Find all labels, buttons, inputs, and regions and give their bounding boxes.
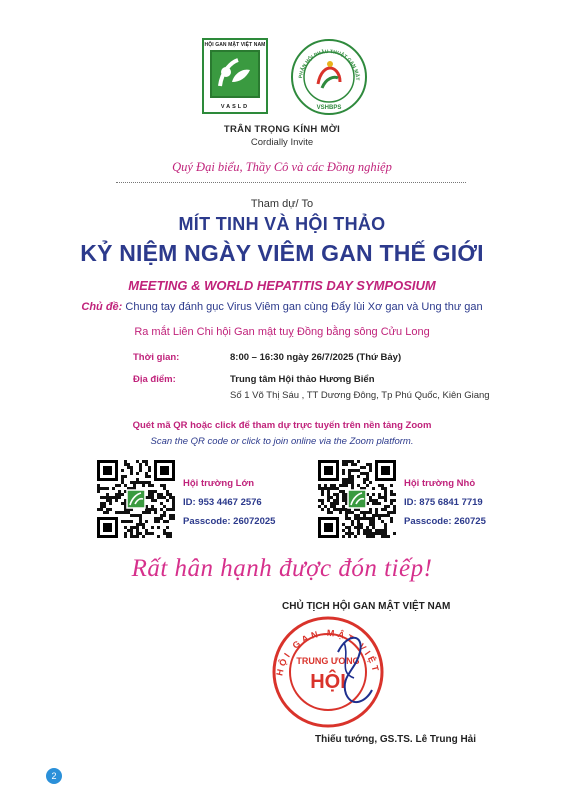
place-value: Trung tâm Hội thảo Hương Biển xyxy=(230,374,375,385)
room-small-id: ID: 875 6841 7719 xyxy=(404,497,483,508)
invite-en: Cordially Invite xyxy=(250,137,314,148)
theme-text: Chung tay đánh gục Virus Viêm gan cùng Đẩy lùi Xơ gan và Ung thư gan xyxy=(125,301,483,313)
vasld-logo xyxy=(202,38,268,114)
time-label: Thời gian: xyxy=(133,352,180,363)
room-large-passcode: Passcode: 26072025 xyxy=(183,516,276,527)
stamp-ring-text: HỘI GAN MẬT VIỆT xyxy=(274,627,382,677)
vshbps-logo-bottom-text: VSHBPS xyxy=(316,105,342,111)
room-small-passcode: Passcode: 260725 xyxy=(404,516,486,527)
vshbps-logo-ring-text: PHÂN HỘI PHẪU THUẬT GAN MẬT xyxy=(298,48,361,81)
room-large-id: ID: 953 4467 2576 xyxy=(183,497,262,508)
invite-vn: TRÂN TRỌNG KÍNH MỜI xyxy=(223,124,341,135)
place-label: Địa điểm: xyxy=(133,374,176,385)
attend-label: Tham dự/ To xyxy=(250,198,314,210)
official-stamp xyxy=(268,612,388,732)
vasld-logo-emblem xyxy=(210,50,260,98)
launch-line: Ra mắt Liên Chi hội Gan mật tuỵ Đồng bằng sông Cửu Long xyxy=(134,326,430,338)
dotted-divider xyxy=(116,182,466,183)
room-small-name: Hội trường Nhỏ xyxy=(404,478,476,489)
room-large-name: Hội trường Lớn xyxy=(183,478,255,489)
qr-code-large[interactable] xyxy=(97,460,175,538)
address-value: Số 1 Võ Thị Sáu , TT Dương Đông, Tp Phú Quốc, Kiên Giang xyxy=(230,390,490,401)
invite-heading xyxy=(0,124,564,148)
room-small-info xyxy=(404,474,486,531)
time-value: 8:00 – 16:30 ngày 26/7/2025 (Thứ Bảy) xyxy=(230,352,402,363)
vshbps-logo xyxy=(290,38,368,116)
vasld-logo-top-text: HỘI GAN MẬT VIỆT NAM xyxy=(204,42,266,48)
signer-name: Thiếu tướng, GS.TS. Lê Trung Hải xyxy=(315,734,477,745)
theme-label: Chủ đề: xyxy=(81,301,123,313)
room-large-info xyxy=(183,474,275,531)
qr-code-small[interactable] xyxy=(318,460,396,538)
chairman-title: CHỦ TỊCH HỘI GAN MẬT VIỆT NAM xyxy=(282,601,451,612)
zoom-instruction-vn: Quét mã QR hoặc click để tham dự trực tuyến trên nền tảng Zoom xyxy=(132,420,432,431)
stamp-center-top: TRUNG ƯƠNG xyxy=(296,656,360,666)
stamp-center: HỘI xyxy=(310,671,346,693)
event-title-line1: MÍT TINH VÀ HỘI THẢO xyxy=(178,214,386,234)
welcome-message: Rất hân hạnh được đón tiếp! xyxy=(131,555,433,582)
vasld-logo-bottom-text: VASLD xyxy=(220,104,250,110)
theme-line xyxy=(0,301,564,313)
event-title-english: MEETING & WORLD HEPATITIS DAY SYMPOSIUM xyxy=(128,278,436,293)
logo-row xyxy=(0,38,564,118)
event-title-line2: KỶ NIỆM NGÀY VIÊM GAN THẾ GIỚI xyxy=(80,240,484,266)
recipient-line: Quý Đại biểu, Thầy Cô và các Đồng nghiệp xyxy=(172,160,392,174)
page-number-badge: 2 xyxy=(46,768,62,784)
zoom-instruction-en: Scan the QR code or click to join online via the Zoom platform. xyxy=(150,436,414,447)
